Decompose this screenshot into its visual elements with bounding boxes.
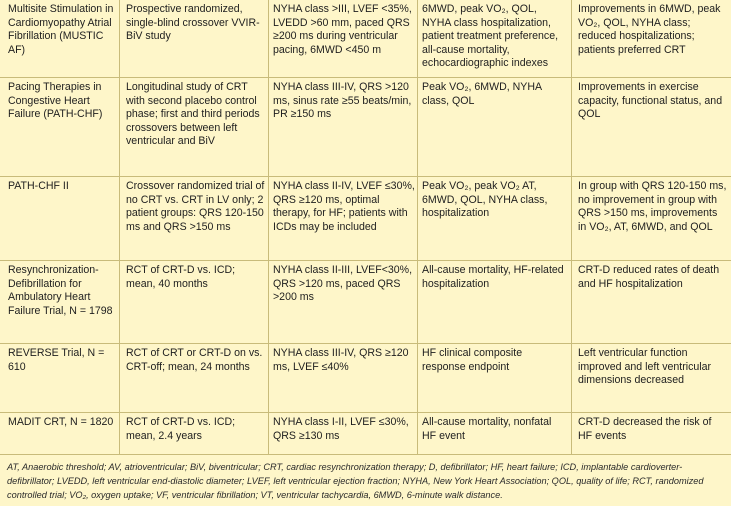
results-cell: CRT-D reduced rates of death and HF hospitalization <box>578 264 720 290</box>
table-row <box>0 261 731 344</box>
table-row <box>0 344 731 413</box>
results-cell: Improvements in 6MWD, peak VO₂, QOL, NYHA class; reduced hospitalizations; patients preferred CRT <box>578 3 721 56</box>
design-cell: RCT of CRT-D vs. ICD; mean, 40 months <box>126 264 236 290</box>
design-cell: Crossover randomized trial of no CRT vs. CRT in LV only; 2 patient groups: QRS 120-150 ms and QRS >150 ms <box>126 180 265 233</box>
inclusion-cell: NYHA class >III, LVEF <35%, LVEDD >60 mm, paced QRS ≥200 ms during ventricular pacing, 6MWD <450 m <box>273 3 412 56</box>
results-cell: CRT-D decreased the risk of HF events <box>578 416 712 442</box>
endpoints-cell: HF clinical composite response endpoint <box>422 347 523 373</box>
trial-name-cell: REVERSE Trial, N = 610 <box>8 347 105 373</box>
endpoints-cell: Peak VO₂, peak VO₂ AT, 6MWD, QOL, NYHA class, hospitalization <box>422 180 548 220</box>
table-row <box>0 413 731 455</box>
trial-name-cell: Multisite Stimulation in Cardiomyopathy Atrial Fibrillation (MUSTIC AF) <box>8 3 114 56</box>
inclusion-cell: NYHA class III-IV, QRS ≥120 ms, LVEF ≤40% <box>273 347 409 373</box>
endpoints-cell: All-cause mortality, HF-related hospitalization <box>422 264 564 290</box>
inclusion-cell: NYHA class II-IV, LVEF ≤30%, QRS ≥120 ms, optimal therapy, for HF; patients with ICDs may be included <box>273 180 415 233</box>
table-row <box>0 0 731 78</box>
inclusion-cell: NYHA class III-IV, QRS >120 ms, sinus rate ≥55 beats/min, PR ≥150 ms <box>273 81 412 121</box>
endpoints-cell: 6MWD, peak VO₂, QOL, NYHA class hospitalization, patient treatment preference, all-cause mortality, echocardiographic indexes <box>422 3 559 70</box>
table-row <box>0 177 731 261</box>
design-cell: RCT of CRT or CRT-D on vs. CRT-off; mean, 24 months <box>126 347 263 373</box>
trial-name-cell: Pacing Therapies in Congestive Heart Failure (PATH-CHF) <box>8 81 103 121</box>
design-cell: Prospective randomized, single-blind crossover VVIR-BiV study <box>126 3 260 43</box>
design-cell: RCT of CRT-D vs. ICD; mean, 2.4 years <box>126 416 236 442</box>
results-cell: In group with QRS 120-150 ms, no improvement in group with QRS >150 ms, improvements in VO₂, AT, 6MWD, and QOL <box>578 180 727 233</box>
table-row <box>0 78 731 177</box>
trial-name-cell: PATH-CHF II <box>8 180 69 192</box>
inclusion-cell: NYHA class II-III, LVEF<30%, QRS >120 ms, paced QRS >200 ms <box>273 264 413 304</box>
inclusion-cell: NYHA class I-II, LVEF ≤30%, QRS ≥130 ms <box>273 416 409 442</box>
trial-name-cell: MADIT CRT, N = 1820 <box>8 416 114 428</box>
results-cell: Left ventricular function improved and left ventricular dimensions decreased <box>578 347 712 387</box>
abbreviations-text: AT, Anaerobic threshold; AV, atrioventricular; BiV, biventricular; CRT, cardiac resynchronization therapy; D, defibrillator; HF, heart failure; ICD, implantable cardioverter-defibrillator; LVEDD, left ventricular end-diastolic diameter; LVEF, left ventricular ejection fraction; NYHA, New York Heart Association; QOL, quality of life; RCT, randomized controlled trial; VO₂, oxygen uptake; VF, ventricular fibrillation; VT, ventricular tachycardia, 6MWD, 6-minute walk distance. <box>7 462 704 500</box>
table-footnote <box>0 455 731 506</box>
trial-name-cell: Resynchronization-Defibrillation for Ambulatory Heart Failure Trial, N = 1798 <box>8 264 113 317</box>
design-cell: Longitudinal study of CRT with second placebo control phase; first and third periods crossovers between left ventricular and BiV <box>126 81 260 148</box>
endpoints-cell: All-cause mortality, nonfatal HF event <box>422 416 552 442</box>
endpoints-cell: Peak VO₂, 6MWD, NYHA class, QOL <box>422 81 542 107</box>
results-cell: Improvements in exercise capacity, functional status, and QOL <box>578 81 723 121</box>
